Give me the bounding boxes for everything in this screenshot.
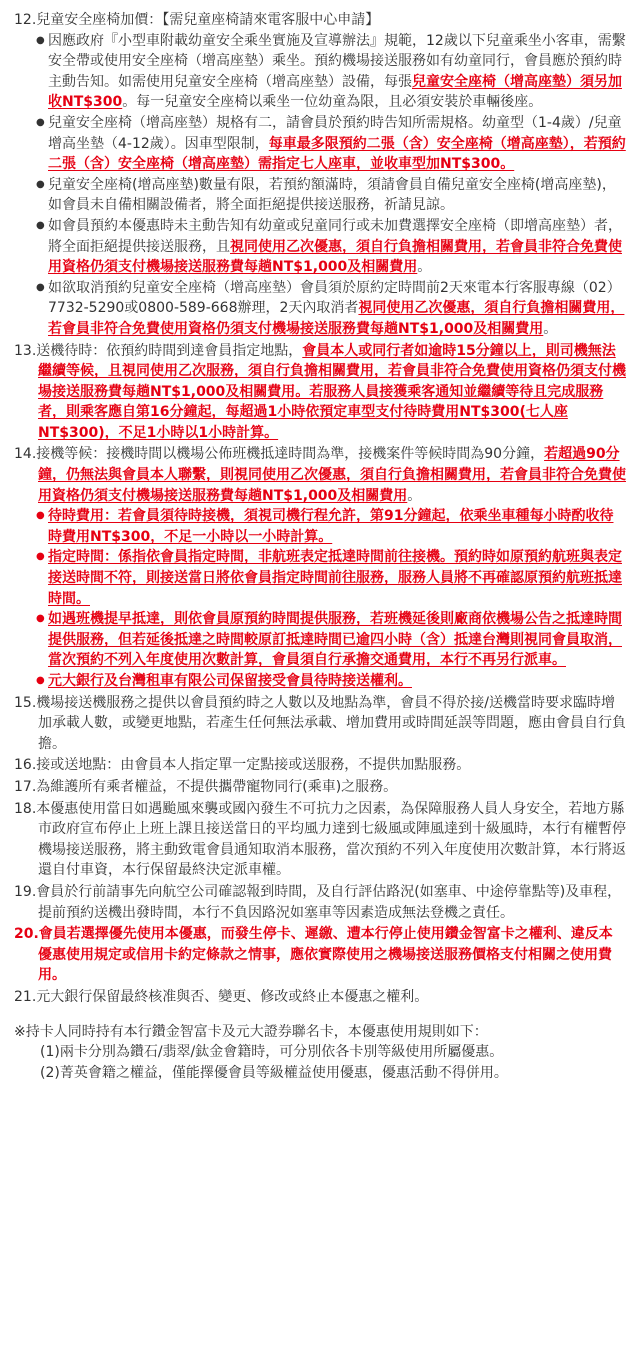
cardholder-note [14,1022,626,1084]
note-line: (1)兩卡分別為鑽石/翡翠/鈦金會籍時，可分別依各卡別等級使用所屬優惠。 [40,1044,504,1061]
clause-text: 18.本優惠使用當日如遇颱風來襲或國內發生不可抗力之因素，為保障服務人員人身安全，若地方縣市政府宣布停止上班上課且接送當日的平均風力達到七級風或陣風達到十級風時，本行有權暫停機場接送服務，將主動致電會員通知取消本服務，當次預約不列入年度使用次數計算，本行將返還自付車資，本行保留最終決定派車權。 [14,800,626,879]
text-run: 兒童安全座椅(增高座墊)數量有限，若預約額滿時，須請會員自備兒童安全座椅(增高座墊)，如會員未自備相關設備者，將全面拒絕提供接送服務，祈請見諒。 [48,176,616,214]
emphasized-text: 若超過90分鐘，仍無法與會員本人聯繫，則視同使用乙次優惠，須自行負擔相關費用，若會員非符合免費使用資格仍須支付機場接送服務費每趟NT$1,000及相關費用 [38,446,626,504]
bullet-dot-icon: ● [36,116,45,128]
emphasized-text: 視同使用乙次優惠，須自行負擔相關費用，若會員非符合免費使用資格仍須支付機場接送服務費每趟NT$1,000及相關費用 [48,238,622,276]
emphasized-text: 每車最多限預約二張（含）安全座椅（增高座墊），若預約二張（含）安全座椅（增高座墊）需指定七人座車，並收車型加NT$300。 [48,135,626,173]
clause-20 [14,924,626,986]
bullet-dot-icon: ● [36,34,45,46]
emphasized-text: 指定時間：係指依會員指定時間，非航班表定抵達時間前往接機。預約時如原預約航班與表定接送時間不符，則接送當日將依會員指定時間前往服務，服務人員將不再確認原預約航班抵達時間。 [48,549,622,607]
clause-16 [14,755,626,776]
bullet-item [36,216,626,278]
clause-19 [14,882,626,923]
text-run: 14.接機等候：接機時間以機場公佈班機抵達時間為準，接機案件等候時間為90分鐘， [14,446,545,463]
emphasized-text: 視同使用乙次優惠，須自行負擔相關費用，若會員非符合免費使用資格仍須支付機場接送服務費每趟NT$1,000及相關費用 [48,300,625,337]
bullet-dot-icon: ● [36,675,45,686]
bullet-dot-icon: ● [36,219,45,231]
bullet-dot-icon: ● [36,551,45,563]
emphasized-text: 兒童安全座椅（增高座墊）須另加收NT$300 [48,73,622,111]
bullet-item [36,278,626,340]
text-run: 。 [417,259,432,276]
bullet-dot-icon: ● [36,613,45,625]
clause-text: 19.會員於行前請事先向航空公司確認報到時間，及自行評估路況(如塞車、中途停靠點等)及車程，提前預約送機出發時間，本行不負因路況如塞車等因素造成無法登機之責任。 [14,883,622,921]
bullet-dot-icon: ● [36,281,45,293]
emphasized-text: 待時費用：若會員須待時接機，須視司機行程允許，第91分鐘起，依乘坐車種每小時酌收待時費用NT$300，不足一小時以一小時計算。 [48,508,614,545]
note-line: (2)菁英會籍之權益，僅能擇優會員等級權益使用優惠，優惠活動不得併用。 [40,1064,508,1081]
text-run: 兒童安全座椅（增高座墊）規格有二，請會員於預約時告知所需規格。幼童型（1-4歲）/兒童增高坐墊（4-12歲）。因車型限制， [48,114,622,152]
emphasized-text: 會員本人或同行者如逾時15分鐘以上，則司機無法繼續等候，且視同使用乙次服務，須自行負擔相關費用，若會員非符合免費使用資格仍須支付機場接送服務費每趟NT$1,000及相關費用。若服務人員接獲乘客通知並繼續等待且完成服務者，則乘客應自第16分鐘起，每超過1小時依預定車型支付待時費用NT$300(七人座NT$300)，不足1小時以1小時計算。 [38,342,626,441]
clause-text: 21.元大銀行保留最終核准與否、變更、修改或終止本優惠之權利。 [14,988,429,1005]
bullet-dot-icon: ● [36,178,45,190]
emphasized-text: 如遇班機提早抵達，則依會員原預約時間提供服務，若班機延後則廠商依機場公告之抵達時間提供服務，但若延後抵達之時間較原訂抵達時間已逾四小時（含）抵達台灣則視同會員取消，當次預約不列入年度使用次數計算，會員須自行承擔交通費用，本行不再另行派車。 [48,611,622,669]
clause-text: 16.接或送地點：由會員本人指定單一定點接或送服務，不提供加點服務。 [14,757,471,774]
clause-text: 20.會員若選擇優先使用本優惠，而發生停卡、遲繳、遭本行停止使用鑽金智富卡之權利、違反本優惠使用規定或信用卡約定條款之情事，應依實際使用之機場接送服務價格支付相關之使用費用。 [14,926,613,984]
bullet-item [36,175,626,216]
bullet-item [36,113,626,175]
bullet-item [36,671,626,692]
emphasized-text: 元大銀行及台灣租車有限公司保留接受會員待時接送權利。 [48,673,412,689]
note-title: ※持卡人同時持有本行鑽金智富卡及元大證券聯名卡，本優惠使用規則如下： [14,1023,488,1040]
clause-13 [14,341,626,444]
clause-text: 17.為維護所有乘者權益，不提供攜帶寵物同行(乘車)之服務。 [14,778,398,795]
clause-18 [14,799,626,881]
bullet-item [36,609,626,671]
text-run: 。 [543,320,558,337]
text-run: 如欲取消預約兒童安全座椅（增高座墊）會員須於原約定時間前2天來電本行客服專線（02）7732-5290或0800-589-668辦理，2天內取消者 [48,279,621,317]
text-run: 如會員預約本優惠時未主動告知有幼童或兒童同行或未加費選擇安全座椅（即增高座墊）者，將全面拒絕提供接送服務，且 [48,217,622,255]
clause-17 [14,777,626,798]
clause-text [14,341,626,444]
clause-14 [14,444,626,691]
clause-15 [14,693,626,755]
bullet-dot-icon: ● [36,510,45,522]
text-run: 。每一兒童安全座椅以乘坐一位幼童為限，且必須安裝於車輛後座。 [122,94,543,111]
clause-text: 12.兒童安全座椅加價：【需兒童座椅請來電客服中心申請】 [14,12,380,28]
clause-21 [14,987,626,1008]
bullet-item [36,506,626,547]
bullet-item [36,547,626,609]
bullet-item [36,31,626,113]
text-run: 因應政府『小型車附載幼童安全乘坐實施及宣導辦法』規範，12歲以下兒童乘坐小客車，需繫安全帶或使用安全座椅（增高座墊）乘坐。預約機場接送服務如有幼童同行，會員應於預約時主動告知。如需使用兒童安全座椅（增高座墊）設備，每張 [48,32,626,90]
text-run: 13.送機待時：依預約時間到達會員指定地點， [14,342,303,359]
text-run: 。 [407,487,422,504]
clause-text: 15.機場接送機服務之提供以會員預約時之人數以及地點為準，會員不得於接/送機當時要求臨時增加承載人數，或變更地點，若產生任何無法承載、增加費用或時間延誤等問題，應由會員自行負擔。 [14,694,626,752]
clause-12 [14,10,626,340]
clause-text [14,444,626,506]
